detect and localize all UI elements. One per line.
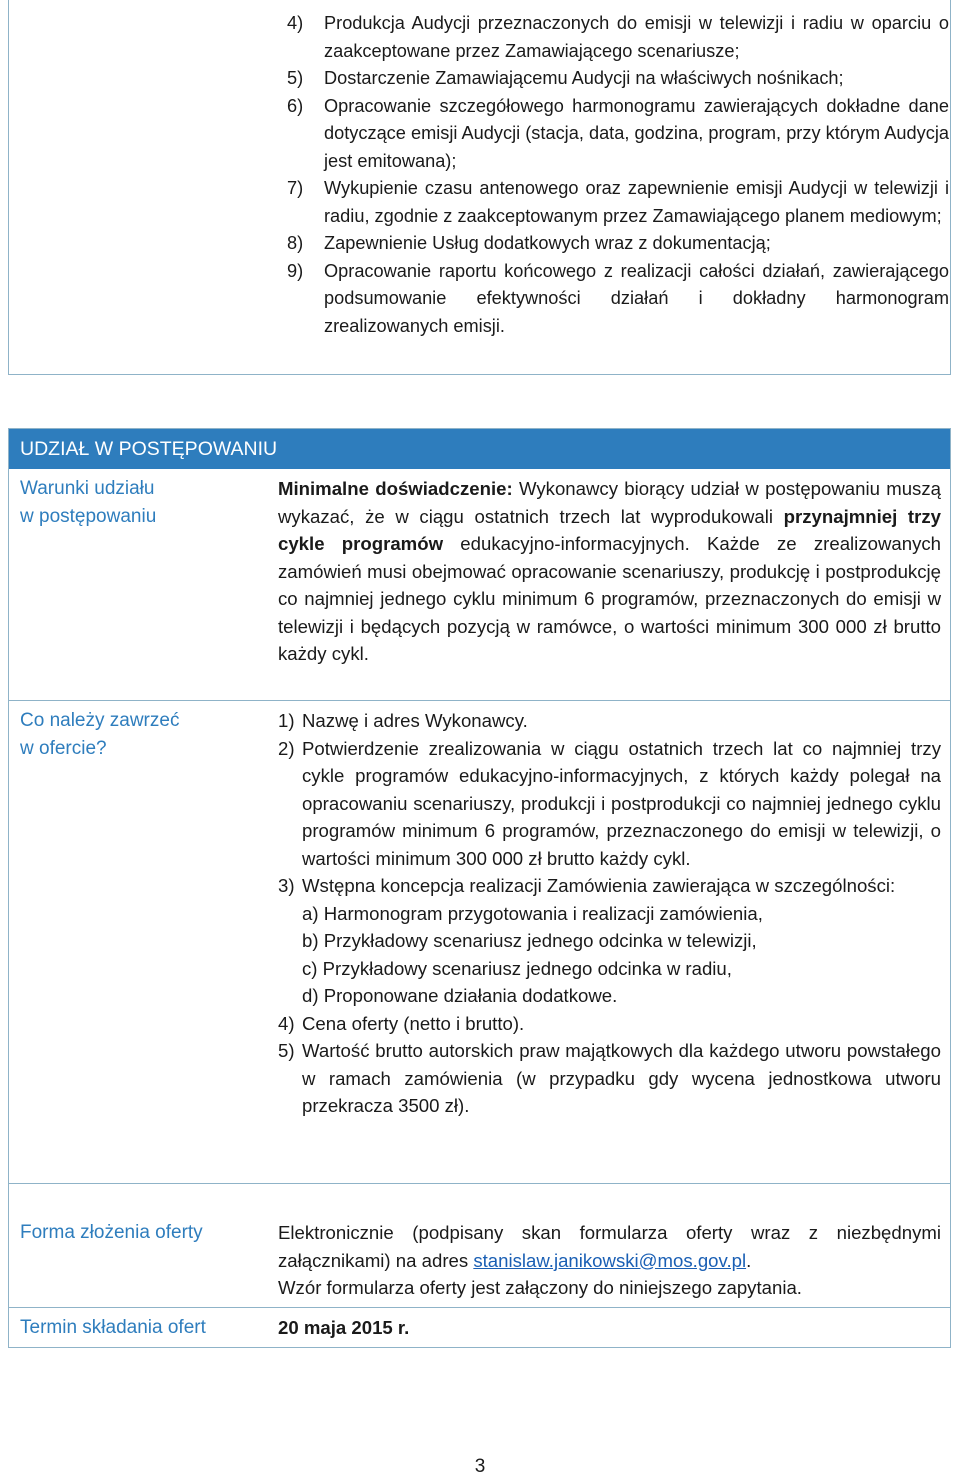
row-divider bbox=[9, 700, 950, 701]
conditions-label: Warunki udziału w postępowaniu bbox=[20, 478, 157, 527]
offer-contents bbox=[278, 707, 941, 1120]
submission-form-label: Forma złożenia oferty bbox=[20, 1222, 203, 1243]
offer-contents-label: Co należy zawrzeć w ofercie? bbox=[20, 710, 180, 759]
list-item: 4) Produkcja Audycji przeznaczonych do emisji w telewizji i radiu w oparciu o zaakceptowane przez Zamawiającego scenariusze; bbox=[287, 13, 949, 61]
list-item: 9) Opracowanie raportu końcowego z realizacji całości działań, zawierającego podsumowanie efektywności działań i dokładny harmonogram zrealizowanych emisji. bbox=[287, 260, 949, 336]
list-item: 5) Wartość brutto autorskich praw majątkowych dla każdego utworu powstałego w ramach zamówienia (w przypadku gdy wycena jednostkowa utworu przekracza 3500 zł). bbox=[278, 1040, 941, 1116]
row-divider bbox=[9, 1307, 950, 1308]
list-item: 6) Opracowanie szczegółowego harmonogramu zawierających dokładne dane dotyczące emisji Audycji (stacja, data, godzina, program, przy którym Audycja jest emitowana); bbox=[287, 95, 949, 171]
list-item: 1) Nazwę i adres Wykonawcy. bbox=[278, 710, 528, 731]
page-number: 3 bbox=[474, 1456, 486, 1477]
participation-table bbox=[8, 428, 951, 1348]
list-item: c) Przykładowy scenariusz jednego odcinka w radiu, bbox=[302, 957, 732, 979]
deadline-label: Termin składania ofert bbox=[20, 1317, 206, 1338]
offer-list-continued bbox=[278, 1010, 941, 1120]
email-link[interactable]: stanislaw.janikowski@mos.gov.pl bbox=[473, 1249, 747, 1271]
list-item: d) Proponowane działania dodatkowe. bbox=[302, 985, 618, 1006]
list-item: 2) Potwierdzenie zrealizowania w ciągu ostatnich trzech lat co najmniej trzy cykle programów edukacyjno-informacyjnych, z których każdy polegał na opracowaniu scenariuszy, produkcji i postprodukcji co najmniej jednego cyklu programów minimum 6 programów, przeznaczonego do emisji w telewizji, o wartości minimum 300 000 zł brutto każdy cykl. bbox=[278, 737, 941, 869]
list-item: 5) Dostarczenie Zamawiającemu Audycji na właściwych nośnikach; bbox=[287, 68, 844, 88]
row-divider bbox=[9, 1183, 950, 1184]
list-item: b) Przykładowy scenariusz jednego odcinka w telewizji, bbox=[302, 930, 757, 951]
conditions-text: Minimalne doświadczenie: Wykonawcy biorący udział w postępowaniu muszą wykazać, że w ciągu ostatnich trzech lat wyprodukowali przynajmniej trzy cykle programów edukacyjno-informacyjnych. Każde ze zrealizowanych zamówień musi obejmować opracowanie scenariuszy, produkcję i postprodukcję co najmniej jednego cyklu minimum 6 programów, przeznaczonych do emisji w telewizji i będących pozycją w ramówce, o wartości minimum 300 000 zł brutto każdy cykl. bbox=[278, 478, 941, 664]
list-item: 3) Wstępna koncepcja realizacji Zamówienia zawierająca w szczególności: bbox=[278, 875, 896, 896]
scope-list bbox=[287, 10, 949, 340]
list-item: 7) Wykupienie czasu antenowego oraz zapewnienie emisji Audycji w telewizji i radiu, zgodnie z zaakceptowanym przez Zamawiającego planem mediowym; bbox=[287, 178, 949, 226]
list-item: 4) Cena oferty (netto i brutto). bbox=[278, 1012, 525, 1034]
offer-list bbox=[278, 707, 941, 900]
list-item: a) Harmonogram przygotowania i realizacji zamówienia, bbox=[302, 902, 763, 924]
section-header: UDZIAŁ W POSTĘPOWANIU bbox=[9, 429, 950, 469]
concept-sublist bbox=[278, 900, 941, 1010]
scope-box bbox=[8, 0, 951, 375]
list-item: 8) Zapewnienie Usług dodatkowych wraz z dokumentacją; bbox=[287, 233, 771, 253]
submission-form-text: Elektronicznie (podpisany skan formularza oferty wraz z niezbędnymi załącznikami) na adres stanislaw.janikowski@mos.gov.pl. Wzór formularza oferty jest załączony do niniejszego zapytania. bbox=[278, 1222, 941, 1298]
deadline-value: 20 maja 2015 r. bbox=[278, 1317, 410, 1338]
